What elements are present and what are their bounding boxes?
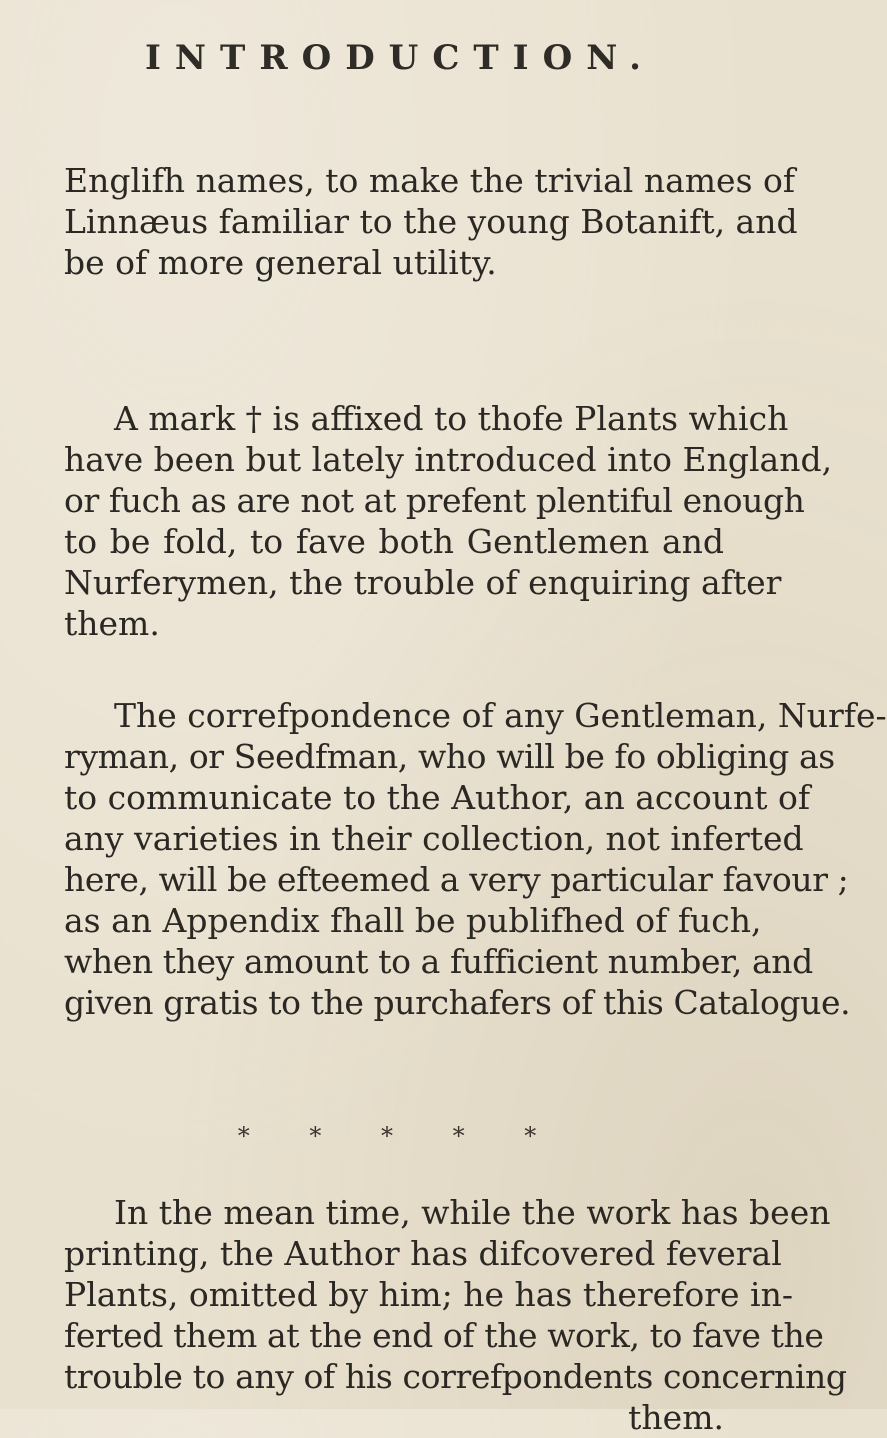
text-line: trouble to any of his correfpondents concerning [64,1357,847,1396]
text-line: any varieties in their collection, not inferted [64,819,804,858]
text-line: to communicate to the Author, an account of [64,778,811,817]
text-line: when they amount to a fufficient number, and [64,942,813,981]
text-line: be of more general utility. [64,243,497,282]
paragraph-4 [64,1192,847,1438]
text-line: as an Appendix fhall be publifhed of fuch, [64,901,762,940]
text-line: ryman, or Seedfman, who will be fo obliging as [64,737,835,776]
text-line: In the mean time, while the work has been [114,1193,831,1232]
paragraph-1 [64,160,798,283]
paragraph-2 [64,398,833,644]
catchword: them. [628,1398,724,1437]
text-line: Plants, omitted by him; he has therefore in- [64,1275,794,1314]
text-line: printing, the Author has difcovered feveral [64,1234,782,1273]
text-line: given gratis to the purchafers of this Catalogue. [64,983,851,1022]
text-line: Englifh names, to make the trivial names of [64,161,796,200]
paragraph-3 [64,695,887,1023]
text-line: here, will be efteemed a very particular favour ; [64,860,849,899]
page-heading: INTRODUCTION. [145,38,655,78]
text-line: have been but lately introduced into England, [64,440,833,479]
ornament-asterisks: * * * * * [237,1122,563,1150]
text-line: A mark † is affixed to thofe Plants which [114,399,789,438]
text-line: ferted them at the end of the work, to fave the [64,1316,824,1355]
text-line: Linnæus familiar to the young Botanift, and [64,202,798,241]
text-line: them. [64,604,160,643]
text-line: or fuch as are not at prefent plentiful enough [64,481,805,520]
text-line: to be fold, to fave both Gentlemen and [64,522,724,561]
text-line: Nurferymen, the trouble of enquiring after [64,563,782,602]
text-line: The correfpondence of any Gentleman, Nurfe- [114,696,887,735]
